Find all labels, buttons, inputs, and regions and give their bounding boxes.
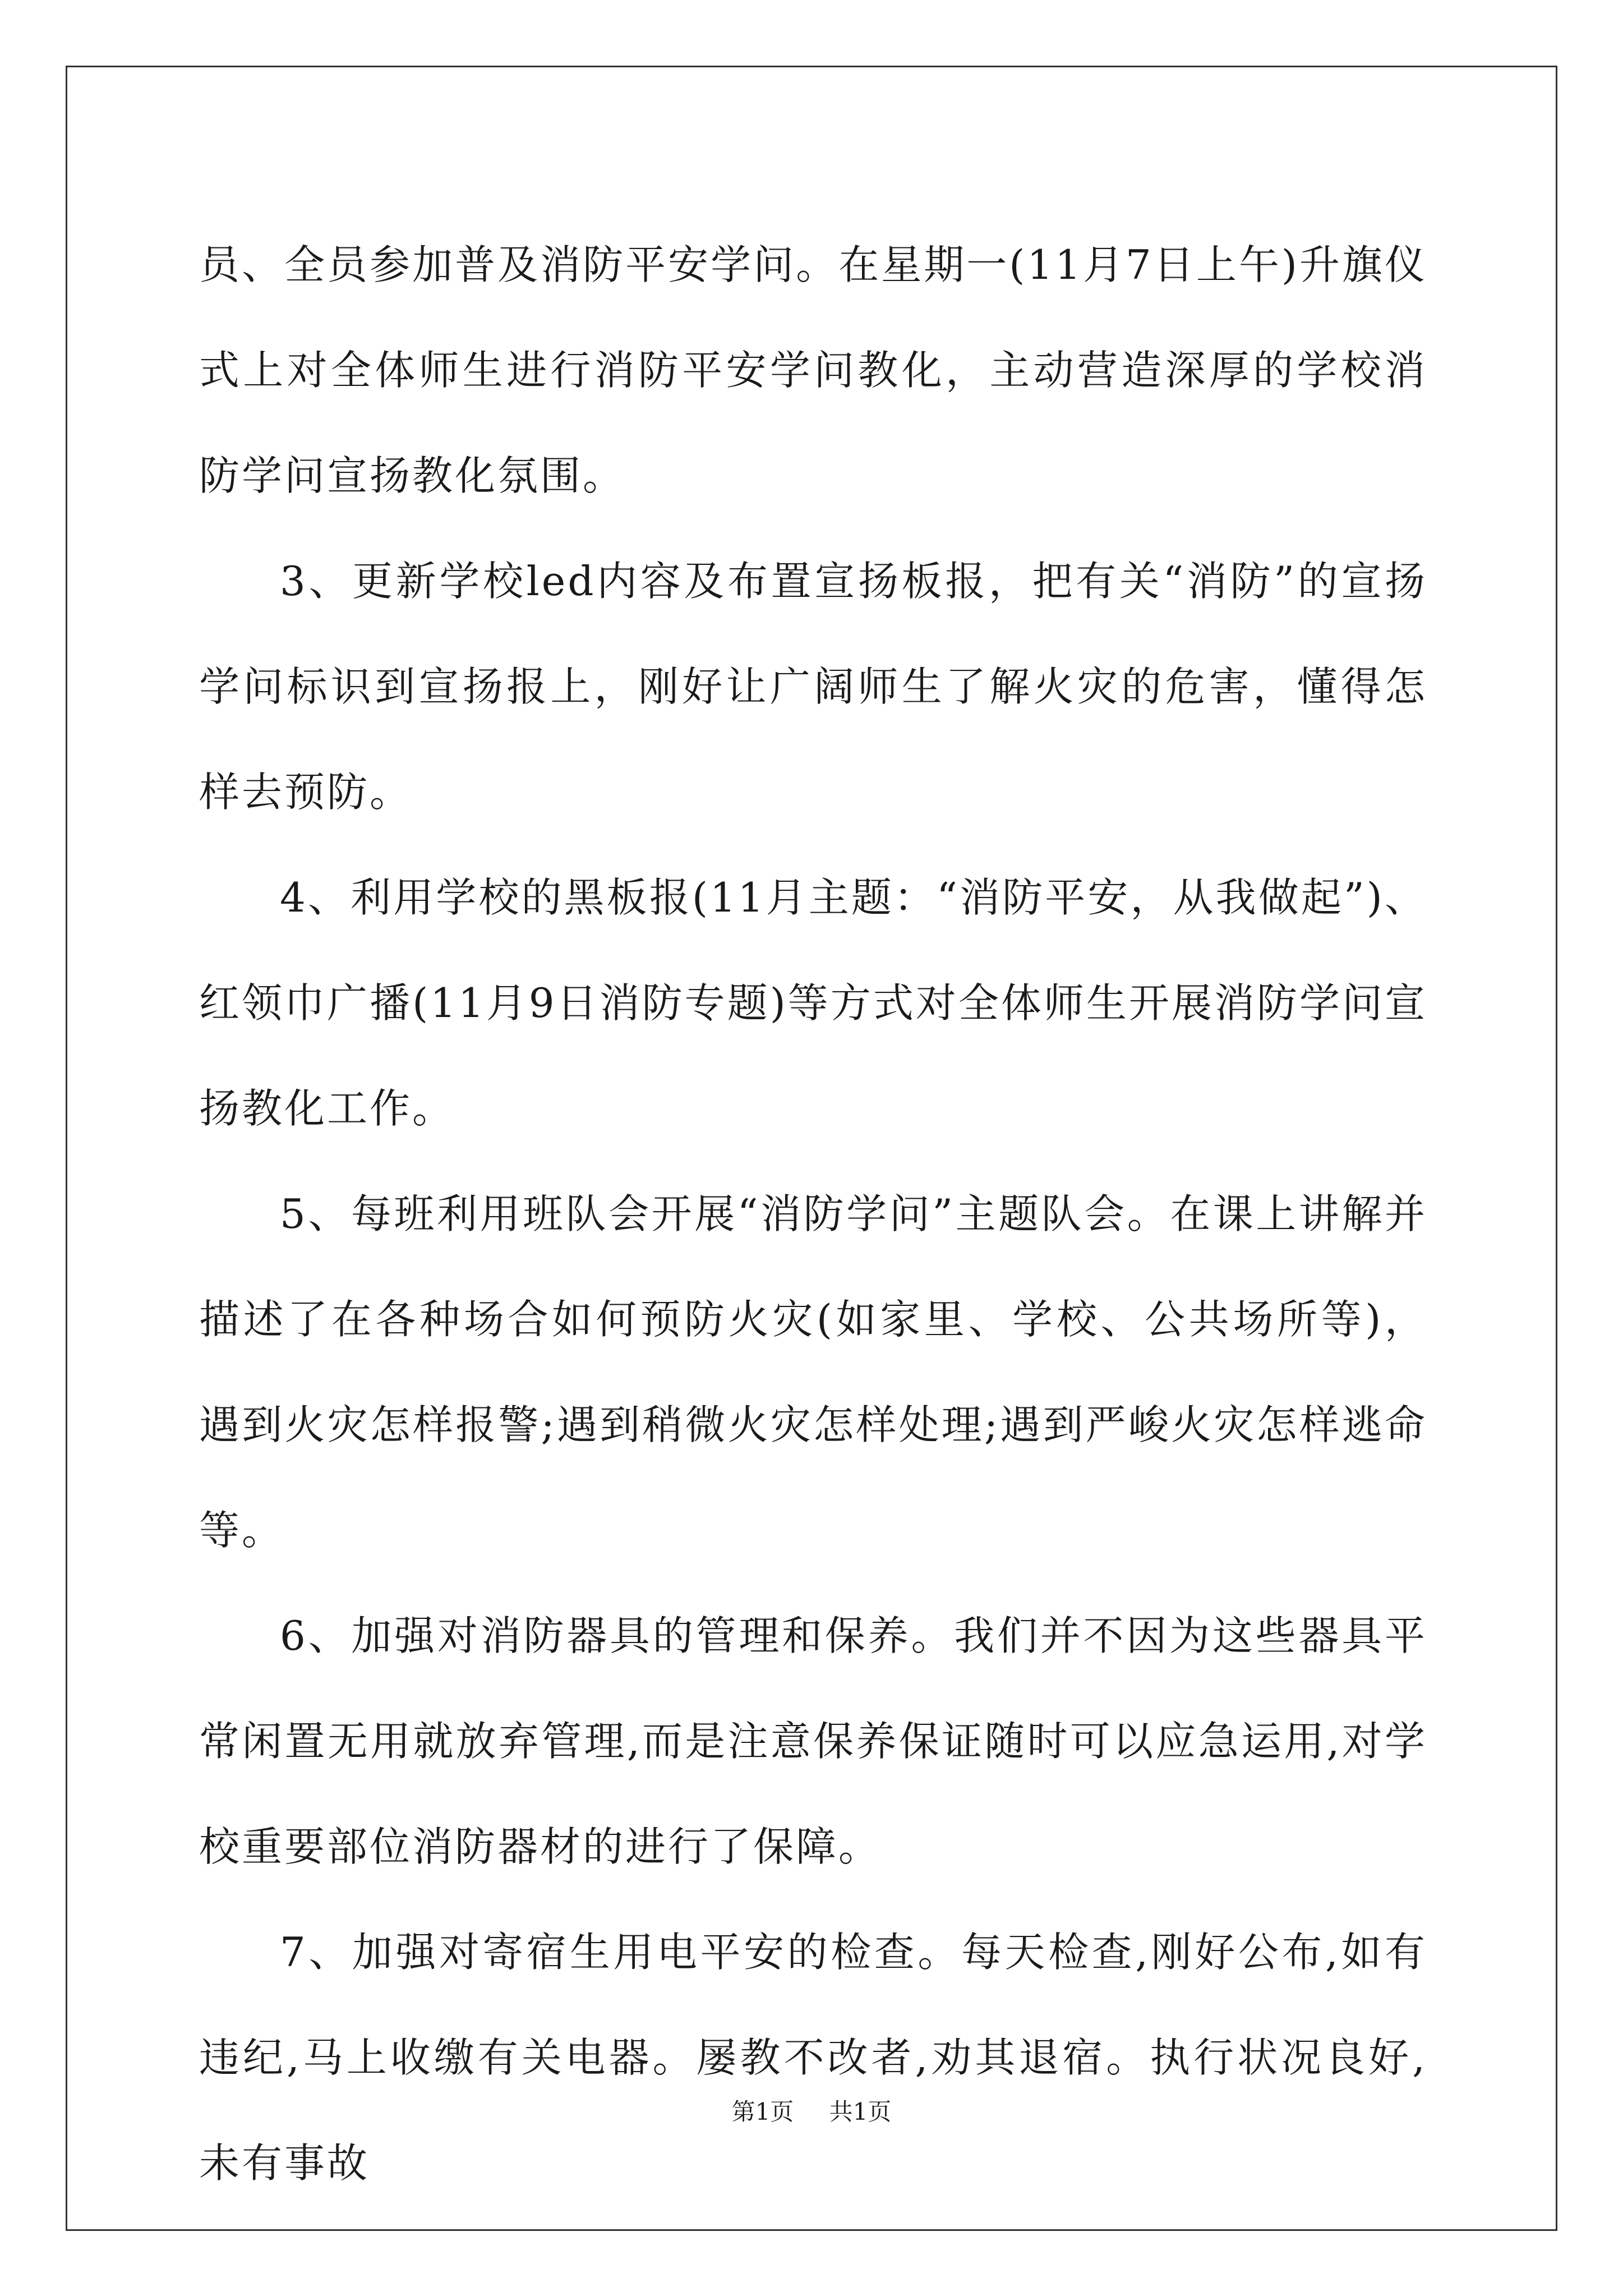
paragraph: 7、加强对寄宿生用电平安的检查。每天检查,刚好公布,如有违纪,马上收缴有关电器。屡教不改者,劝其退宿。执行状况良好,未有事故 xyxy=(199,1929,1427,2187)
page-footer xyxy=(0,2095,1623,2129)
page-number: 第1页 xyxy=(731,2098,794,2125)
paragraph: 3、更新学校led内容及布置宣扬板报，把有关“消防”的宣扬学问标识到宣扬报上，刚好让广阔师生了解火灾的危害，懂得怎样去预防。 xyxy=(199,558,1427,816)
document-body xyxy=(199,212,1427,2216)
paragraph: 6、加强对消防器具的管理和保养。我们并不因为这些器具平常闲置无用就放弃管理,而是注意保养保证随时可以应急运用,对学校重要部位消防器材的进行了保障。 xyxy=(199,1612,1427,1870)
paragraph: 5、每班利用班队会开展“消防学问”主题队会。在课上讲解并描述了在各种场合如何预防火灾(如家里、学校、公共场所等)，遇到火灾怎样报警;遇到稍微火灾怎样处理;遇到严峻火灾怎样逃命等。 xyxy=(199,1190,1427,1554)
paragraph: 4、利用学校的黑板报(11月主题：“消防平安，从我做起”)、红领巾广播(11月9日消防专题)等方式对全体师生开展消防学问宣扬教化工作。 xyxy=(199,874,1427,1132)
paragraph: 员、全员参加普及消防平安学问。在星期一(11月7日上午)升旗仪式上对全体师生进行消防平安学问教化，主动营造深厚的学校消防学问宣扬教化氛围。 xyxy=(199,241,1427,499)
total-pages: 共1页 xyxy=(829,2098,892,2125)
